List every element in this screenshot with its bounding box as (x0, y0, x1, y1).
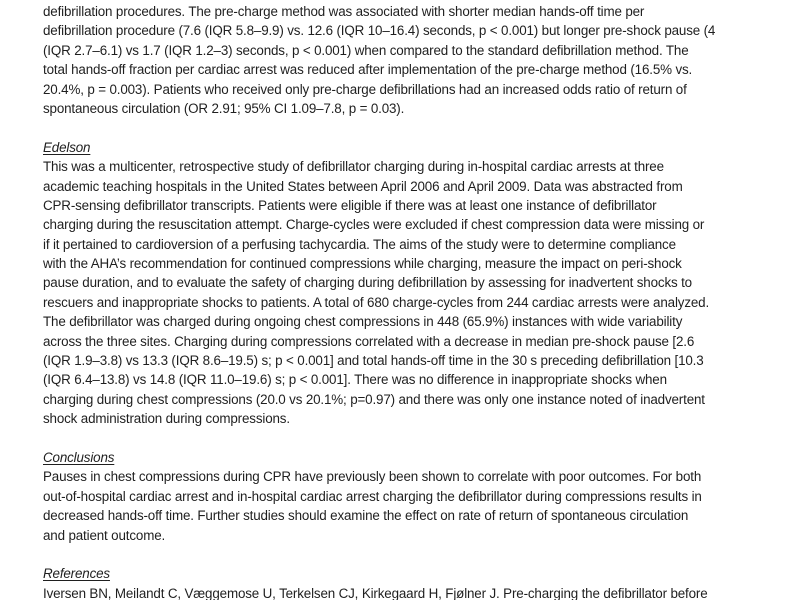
text-line: across the three sites. Charging during compressions correlated with a decrease in median pre-shock pause [2.6 (43, 333, 695, 349)
references-heading-text: References (43, 566, 110, 582)
blank-line (43, 545, 770, 564)
text-line: Iversen BN, Meilandt C, Væggemose U, Terkelsen CJ, Kirkegaard H, Fjølner J. Pre-charging the defibrillator before (43, 585, 708, 600)
text-line: defibrillation procedures. The pre-charge method was associated with shorter median hands-off time per (43, 4, 645, 19)
text-line: charging during the resuscitation attempt. Charge-cycles were excluded if chest compression data were missing or (43, 217, 705, 233)
edelson-heading-text: Edelson (43, 139, 91, 155)
text-line: (IQR 1.9–3.8) vs 13.3 (IQR 8.6–19.5) s; p < 0.001] and total hands-off time in the 30 s preceding defibrillation [10.3 (43, 353, 704, 369)
blank-line (43, 118, 770, 137)
text-line: and patient outcome. (43, 527, 166, 543)
text-line: (IQR 6.4–13.8) vs 14.8 (IQR 11.0–19.6) s; p < 0.001]. There was no difference in inappropriate shocks when (43, 372, 667, 388)
conclusions-paragraph (43, 467, 770, 545)
text-line: decreased hands-off time. Further studies should examine the effect on rate of return of spontaneous circulation (43, 508, 689, 524)
text-line: with the AHA’s recommendation for continued compressions while charging, measure the impact on peri-shock (43, 256, 682, 272)
references-heading (43, 564, 770, 583)
blank-line (43, 429, 770, 448)
text-line: charging during chest compressions (20.0 vs 20.1%; p=0.97) and there was only one instance noted of inadvertent (43, 391, 705, 407)
text-line: spontaneous circulation (OR 2.91; 95% CI 1.09–7.8, p = 0.03). (43, 100, 405, 116)
conclusions-heading-text: Conclusions (43, 449, 115, 465)
conclusions-heading (43, 448, 770, 467)
text-line: if it pertained to cardioversion of a perfusing tachycardia. The aims of the study were to determine compliance (43, 236, 676, 252)
text-line: shock administration during compressions. (43, 411, 290, 427)
document-page (43, 2, 770, 600)
text-line: This was a multicenter, retrospective study of defibrillator charging during in-hospital cardiac arrests at three (43, 159, 664, 175)
text-line: academic teaching hospitals in the United States between April 2006 and April 2009. Data was abstracted from (43, 178, 683, 194)
text-line: Pauses in chest compressions during CPR have previously been shown to correlate with poor outcomes. For both (43, 469, 702, 485)
iversen-results-paragraph (43, 2, 770, 118)
references-paragraph (43, 584, 770, 600)
text-line: out-of-hospital cardiac arrest and in-hospital cardiac arrest charging the defibrillator during compressions results in (43, 488, 702, 504)
text-line: CPR-sensing defibrillator transcripts. Patients were eligible if there was at least one instance of defibrillator (43, 197, 657, 213)
text-line: defibrillation procedure (7.6 (IQR 5.8–9.9) vs. 12.6 (IQR 10–16.4) seconds, p < 0.001) but longer pre-shock pause (4 (43, 23, 716, 39)
text-line: 20.4%, p = 0.003). Patients who received only pre-charge defibrillations had an increased odds ratio of return of (43, 81, 687, 97)
edelson-heading (43, 138, 770, 157)
text-line: rescuers and inappropriate shocks to patients. A total of 680 charge-cycles from 244 cardiac arrests were analyzed. (43, 294, 710, 310)
text-line: total hands-off fraction per cardiac arrest was reduced after implementation of the pre-charge method (16.5% vs. (43, 62, 693, 78)
text-line: The defibrillator was charged during ongoing chest compressions in 448 (65.9%) instances with wide variability (43, 314, 683, 330)
text-line: pause duration, and to evaluate the safety of charging during defibrillation by assessing for inadvertent shocks to (43, 275, 692, 291)
text-line: (IQR 2.7–6.1) vs 1.7 (IQR 1.2–3) seconds, p < 0.001) when compared to the standard defibrillation method. The (43, 42, 689, 58)
edelson-paragraph (43, 157, 770, 428)
